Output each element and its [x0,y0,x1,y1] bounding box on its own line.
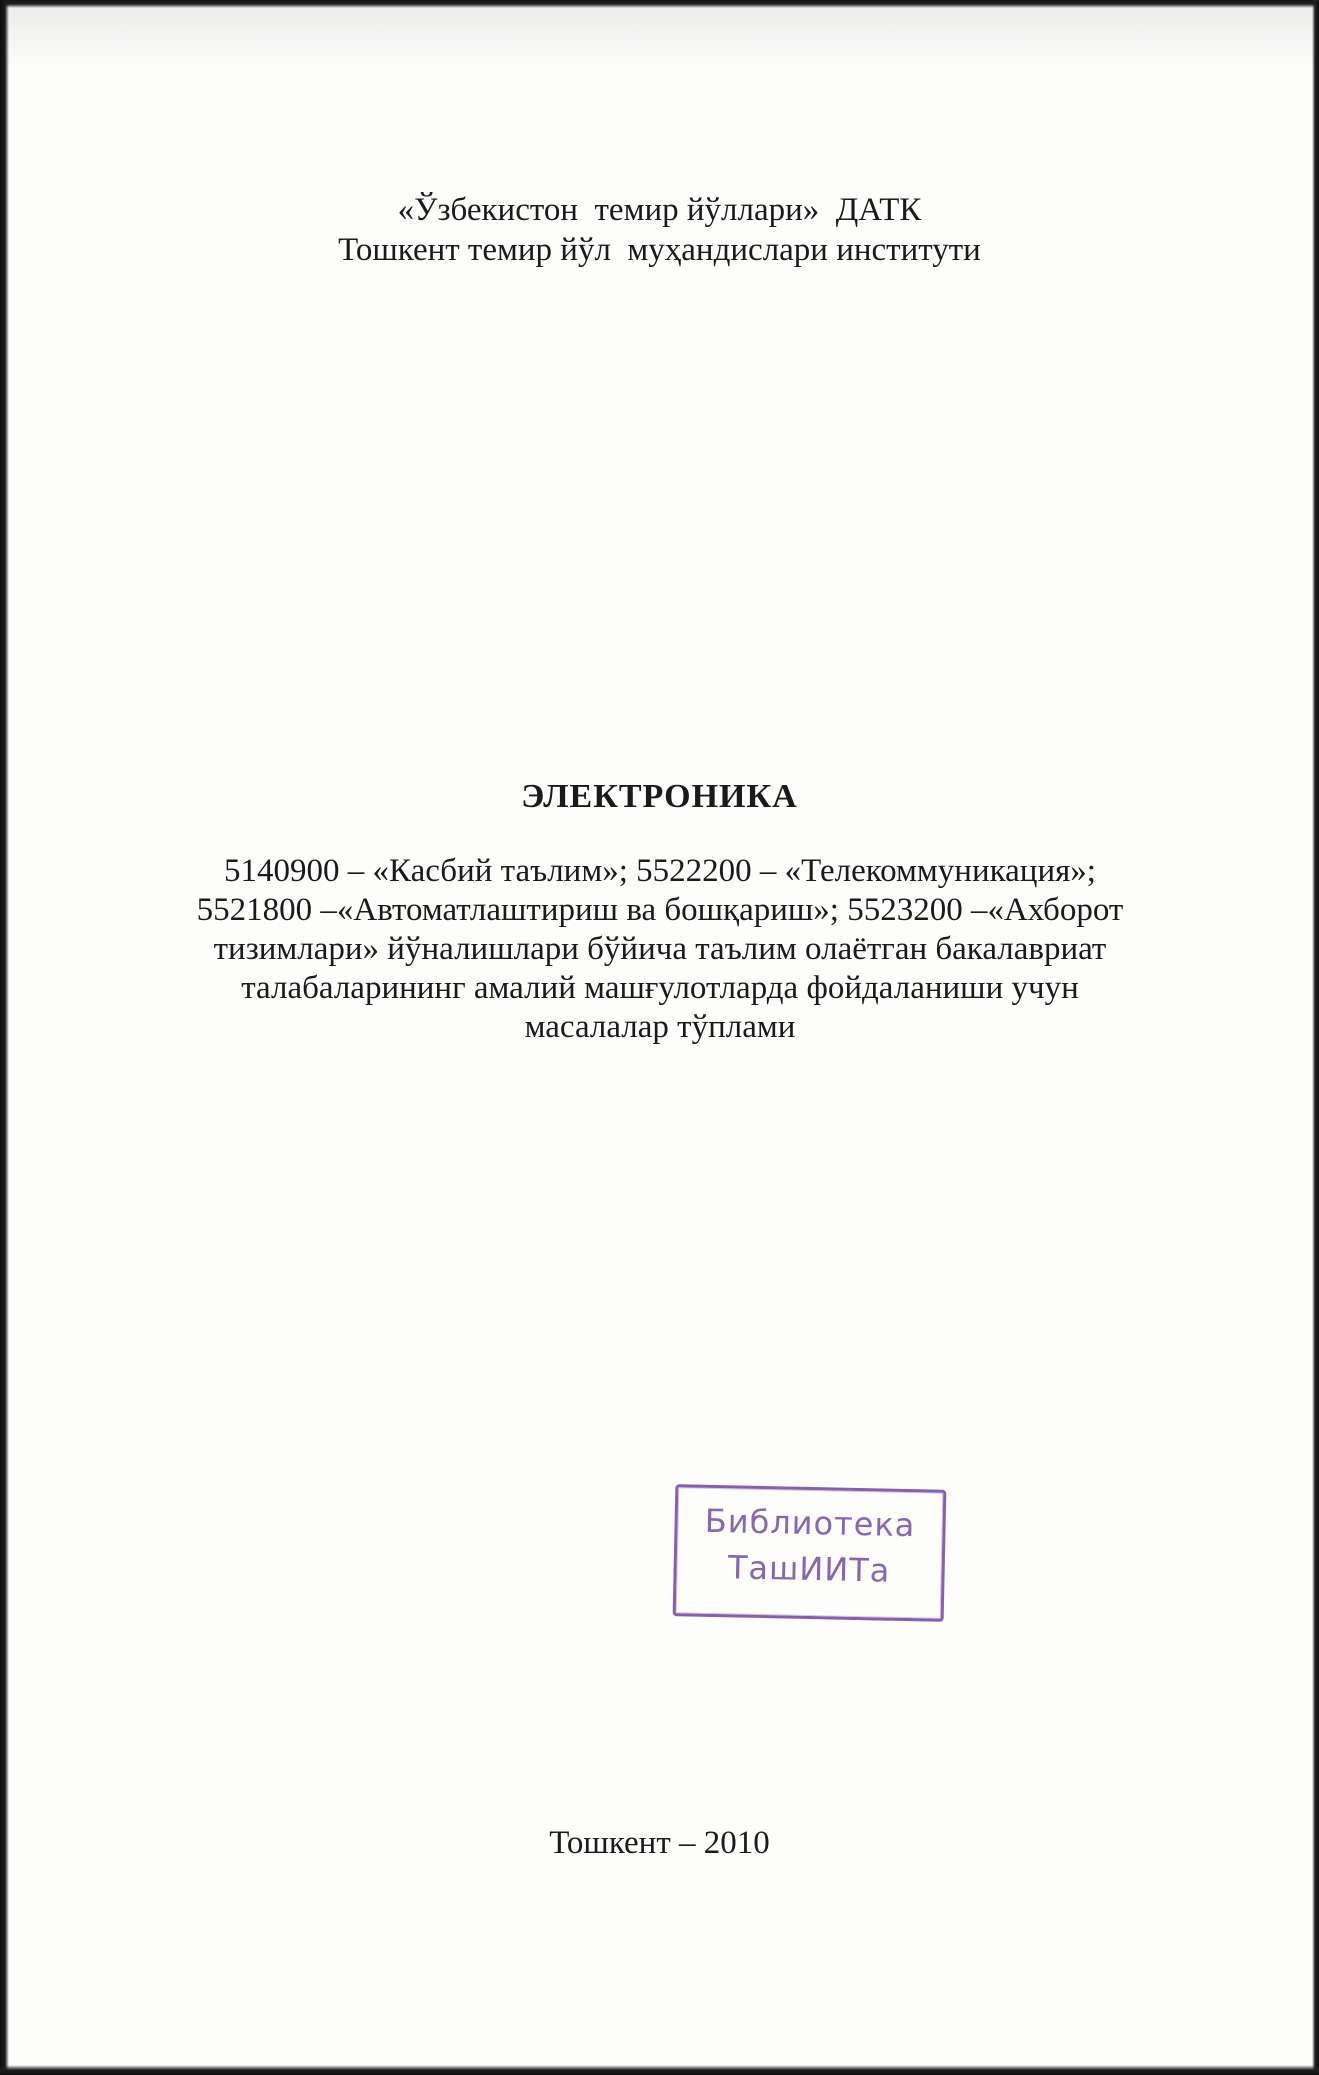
institute-name: Тошкент темир йўл муҳандислари институти [338,232,981,268]
description-line: 5521800 –«Автоматлаштириш ва бошқариш»; 5523200 –«Ахборот [196,892,1124,928]
document-title: ЭЛЕКТРОНИКА [521,778,798,815]
organization-name: «Ўзбекистон темир йўллари» ДАТК [397,192,922,228]
scan-border-right [1312,0,1319,2075]
scan-border-bottom [0,2065,1319,2075]
document-description [140,852,1180,1047]
scan-border-left [0,0,9,2075]
institution-header [0,190,1319,270]
stamp-text-library: Библиотека [704,1501,916,1545]
scan-border-top [0,0,1319,8]
scan-shadow [0,0,1319,70]
description-line: талабаларининг амалий машғулотларда фойдаланиши учун [241,970,1079,1006]
library-stamp [673,1484,947,1622]
place-and-year: Тошкент – 2010 [549,1825,770,1861]
description-line: 5140900 – «Касбий таълим»; 5522200 – «Телекоммуникация»; [224,853,1096,889]
description-line: масалалар тўплами [524,1009,796,1045]
stamp-text-institute: ТашИИТа [727,1548,891,1590]
description-line: тизимлари» йўналишлари бўйича таълим олаётган бакалавриат [213,931,1107,967]
